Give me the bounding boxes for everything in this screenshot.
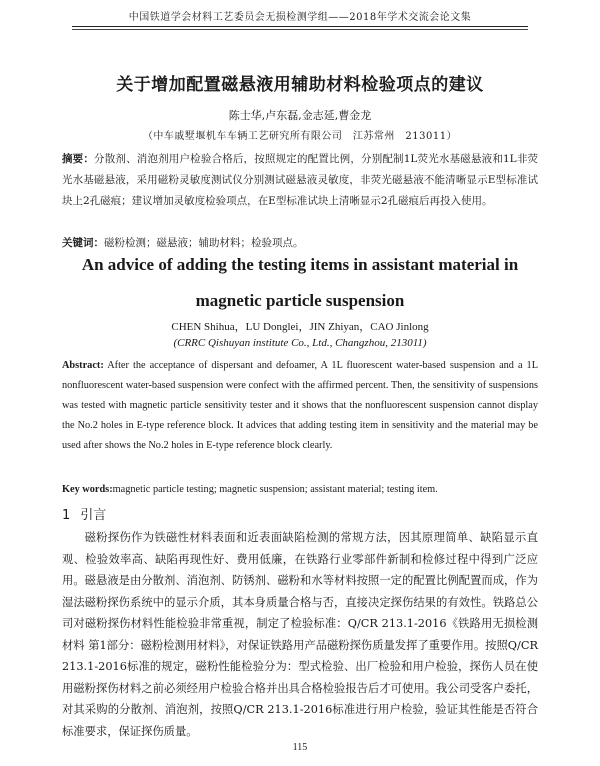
section-body: 磁粉探伤作为铁磁性材料表面和近表面缺陷检测的常规方法，因其原理简单、缺陷显示直观、检验效率高、缺陷再现性好、费用低廉，在铁路行业零部件新制和检修过程中得到广泛应用。磁悬液是由分散剂、消泡剂、防锈剂、磁粉和水等材料按照一定的配置比例配置而成，作为湿法磁粉探伤系统中的显示介质，其本身质量合格与否，直接决定探伤结果的有效性。铁路总公司对磁粉探伤材料性能检验非常重视，制定了检验标准：Q/CR 213.1-2016《铁路用无损检测材料 第1部分：磁粉检测用材料》，对保证铁路用产品磁粉探伤质量发挥了重要作用。按照Q/CR 213.1-2016标准的规定，磁粉性能检验分为：型式检验、出厂检验和用户检验，探伤人员在使用磁粉探伤材料之前必须经用户检验合格并出具合格检验报告后才可使用。我公司受客户委托，对其采购的分散剂、消泡剂，按照Q/CR 213.1-2016标准进行用户检验，验证其性能是否符合标准要求，保证探伤质量。 — [62, 531, 538, 738]
english-title-line1: An advice of adding the testing items in assistant material in — [81, 255, 519, 274]
english-abstract-text: After the acceptance of dispersant and defoamer, A 1L fluorescent water-based suspension and a 1L nonfluorescent water-based suspension were confect with the affirmed percent. Then, the sensitivity of suspensions was tested with magnetic particle sensitivity tester and it shows that the nonfluorescent suspension cannot display the No.2 holes in E-type reference block. It advices that adding testing item in sensitivity and the material may be used after shows the No.2 holes in E-type reference block clearly. — [62, 360, 538, 451]
header-rule-thin — [72, 29, 528, 30]
section-title: 引言 — [80, 508, 107, 523]
running-head: 中国铁道学会材料工艺委员会无损检测学组——2018年学术交流会论文集 — [128, 12, 472, 23]
chinese-title: 关于增加配置磁悬液用辅助材料检验项点的建议 — [116, 75, 484, 95]
english-affiliation: (CRRC Qishuyan institute Co., Ltd., Changzhou, 213011) — [173, 337, 427, 349]
chinese-abstract-label: 摘要： — [62, 153, 95, 165]
english-abstract — [62, 356, 538, 456]
english-authors: CHEN Shihua，LU Donglei，JIN Zhiyan，CAO Jinlong — [171, 321, 429, 333]
section-number: 1 — [62, 508, 71, 523]
chinese-abstract — [62, 149, 538, 212]
english-abstract-label: Abstract: — [62, 360, 104, 371]
chinese-authors: 陈士华,卢东磊,金志延,曹金龙 — [228, 109, 372, 122]
english-keywords-label: Key words: — [62, 484, 113, 495]
english-title-line2: magnetic particle suspension — [195, 291, 405, 310]
english-keywords — [62, 481, 538, 499]
page-number: 115 — [292, 742, 308, 753]
chinese-affiliation: （中车戚墅堰机车车辆工艺研究所有限公司 江苏常州 213011） — [142, 131, 458, 142]
chinese-keywords-label: 关键词： — [62, 237, 104, 249]
chinese-abstract-text: 分散剂、消泡剂用户检验合格后，按照规定的配置比例，分别配制1L荧光水基磁悬液和1L非荧光水基磁悬液，采用磁粉灵敏度测试仪分别测试磁悬液灵敏度，非荧光磁悬液不能清晰显示E型标准试块上2孔磁痕；建议增加灵敏度检验项点，在E型标准试块上清晰显示2孔磁痕后再投入使用。 — [62, 153, 539, 207]
chinese-keywords-text: 磁粉检测；磁悬液；辅助材料；检验项点。 — [104, 237, 304, 249]
header-rule — [72, 26, 528, 27]
english-title — [40, 250, 560, 316]
section-heading — [62, 504, 106, 523]
english-keywords-text: magnetic particle testing; magnetic suspension; assistant material; testing item. — [112, 484, 438, 495]
